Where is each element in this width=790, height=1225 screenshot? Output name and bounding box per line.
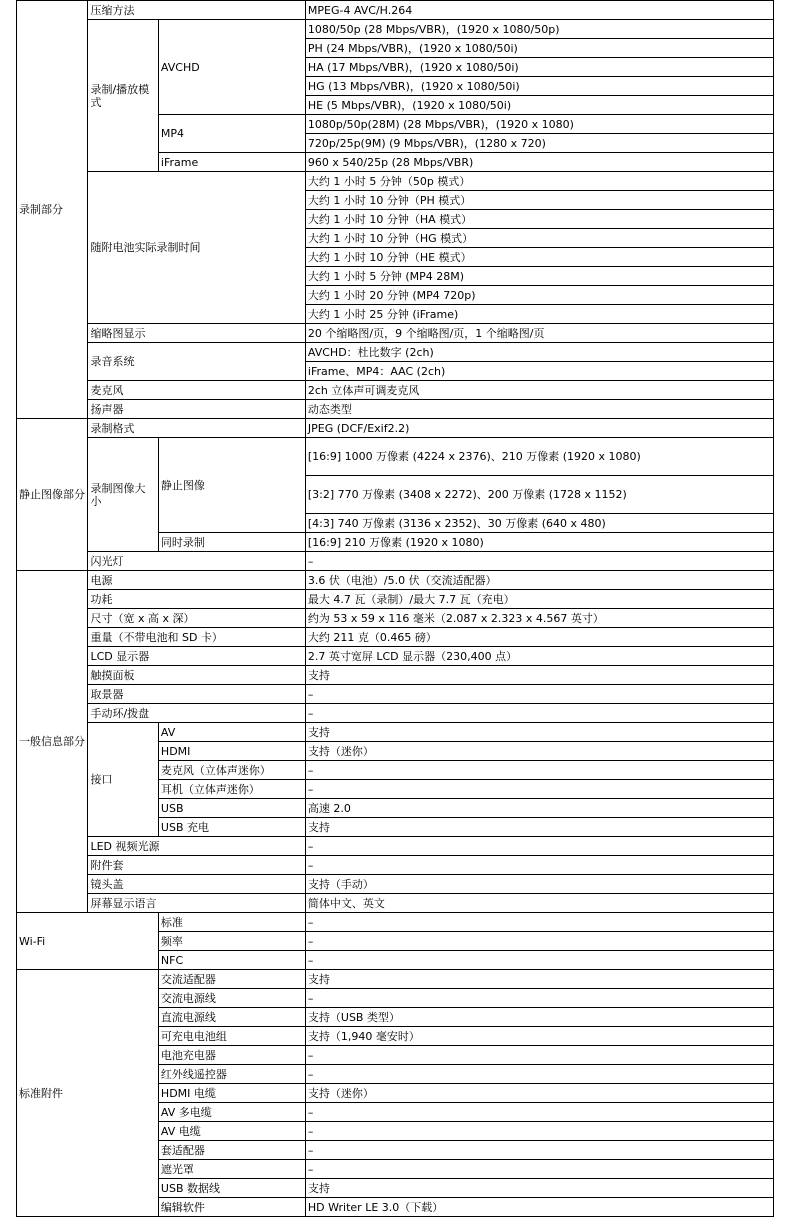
spec-cell: 同时录制	[158, 533, 305, 552]
spec-cell: –	[305, 1065, 773, 1084]
spec-cell: PH (24 Mbps/VBR)，(1920 x 1080/50i)	[305, 39, 773, 58]
spec-row	[17, 343, 774, 362]
spec-row	[17, 685, 774, 704]
spec-cell: 录制格式	[88, 419, 305, 438]
spec-cell: 手动环/拨盘	[88, 704, 305, 723]
spec-cell: MP4	[158, 115, 305, 153]
spec-cell: 3.6 伏（电池）/5.0 伏（交流适配器）	[305, 571, 773, 590]
spec-cell: [4:3] 740 万像素 (3136 x 2352)、30 万像素 (640 x 480)	[305, 514, 773, 533]
spec-cell: 支持（迷你）	[305, 742, 773, 761]
spec-cell: 支持（迷你）	[305, 1084, 773, 1103]
spec-cell: 扬声器	[88, 400, 305, 419]
spec-cell: [16:9] 210 万像素 (1920 x 1080)	[305, 533, 773, 552]
spec-cell: 镜头盖	[88, 875, 305, 894]
spec-row	[17, 1, 774, 20]
spec-cell: AVCHD	[158, 20, 305, 115]
spec-cell: 交流电源线	[158, 989, 305, 1008]
spec-cell: 频率	[158, 932, 305, 951]
spec-cell: 高速 2.0	[305, 799, 773, 818]
spec-cell: 录制部分	[17, 1, 88, 419]
spec-cell: 1080p/50p(28M) (28 Mbps/VBR)，(1920 x 1080)	[305, 115, 773, 134]
spec-cell: 套适配器	[158, 1141, 305, 1160]
spec-cell: –	[305, 552, 773, 571]
spec-cell: 960 x 540/25p (28 Mbps/VBR)	[305, 153, 773, 172]
spec-cell: JPEG (DCF/Exif2.2)	[305, 419, 773, 438]
spec-cell: AV 多电缆	[158, 1103, 305, 1122]
spec-row	[17, 837, 774, 856]
spec-cell: 录音系统	[88, 343, 305, 381]
spec-row	[17, 856, 774, 875]
spec-row	[17, 628, 774, 647]
spec-cell: NFC	[158, 951, 305, 970]
spec-cell: 电源	[88, 571, 305, 590]
spec-cell: 直流电源线	[158, 1008, 305, 1027]
spec-cell: 耳机（立体声迷你）	[158, 780, 305, 799]
spec-cell: 遮光罩	[158, 1160, 305, 1179]
spec-cell: 重量（不带电池和 SD 卡）	[88, 628, 305, 647]
spec-cell: 支持	[305, 818, 773, 837]
spec-cell: 720p/25p(9M) (9 Mbps/VBR)，(1280 x 720)	[305, 134, 773, 153]
spec-cell: 2ch 立体声可调麦克风	[305, 381, 773, 400]
spec-cell: USB	[158, 799, 305, 818]
spec-cell: HD Writer LE 3.0（下载）	[305, 1198, 773, 1217]
spec-cell: 大约 211 克（0.465 磅）	[305, 628, 773, 647]
spec-cell: 支持（1,940 毫安时）	[305, 1027, 773, 1046]
spec-cell: –	[305, 1103, 773, 1122]
spec-cell: 静止图像部分	[17, 419, 88, 571]
spec-cell: 尺寸（宽 x 高 x 深）	[88, 609, 305, 628]
spec-row	[17, 438, 774, 457]
spec-cell: 随附电池实际录制时间	[88, 172, 305, 324]
spec-cell: 闪光灯	[88, 552, 305, 571]
spec-cell: 麦克风	[88, 381, 305, 400]
spec-cell: 接口	[88, 723, 158, 837]
spec-cell: –	[305, 951, 773, 970]
spec-cell: 压缩方法	[88, 1, 305, 20]
spec-cell: [16:9] 1000 万像素 (4224 x 2376)、210 万像素 (1920 x 1080)	[305, 438, 773, 476]
spec-row	[17, 704, 774, 723]
spec-row	[17, 590, 774, 609]
spec-cell: 电池充电器	[158, 1046, 305, 1065]
spec-cell: –	[305, 913, 773, 932]
spec-cell: –	[305, 1141, 773, 1160]
spec-cell: 触摸面板	[88, 666, 305, 685]
spec-cell: 支持	[305, 1179, 773, 1198]
spec-cell: –	[305, 780, 773, 799]
spec-row	[17, 381, 774, 400]
spec-cell: 取景器	[88, 685, 305, 704]
spec-cell: 大约 1 小时 10 分钟（HA 模式）	[305, 210, 773, 229]
spec-cell: 一般信息部分	[17, 571, 88, 913]
spec-cell: 最大 4.7 瓦（录制）/最大 7.7 瓦（充电）	[305, 590, 773, 609]
spec-row	[17, 723, 774, 742]
spec-cell: 2.7 英寸宽屏 LCD 显示器（230,400 点）	[305, 647, 773, 666]
spec-cell: 大约 1 小时 10 分钟（HG 模式）	[305, 229, 773, 248]
spec-row	[17, 875, 774, 894]
spec-cell: 可充电电池组	[158, 1027, 305, 1046]
spec-cell: 大约 1 小时 25 分钟 (iFrame)	[305, 305, 773, 324]
spec-row	[17, 913, 774, 932]
spec-cell: 支持（手动）	[305, 875, 773, 894]
spec-row	[17, 552, 774, 571]
spec-cell: 支持	[305, 970, 773, 989]
spec-cell: AV 电缆	[158, 1122, 305, 1141]
spec-row	[17, 419, 774, 438]
spec-cell: 大约 1 小时 20 分钟 (MP4 720p)	[305, 286, 773, 305]
spec-cell: 缩略图显示	[88, 324, 305, 343]
spec-cell: HA (17 Mbps/VBR)，(1920 x 1080/50i)	[305, 58, 773, 77]
spec-cell: –	[305, 761, 773, 780]
spec-row	[17, 666, 774, 685]
spec-cell: –	[305, 704, 773, 723]
spec-cell: 标准	[158, 913, 305, 932]
spec-cell: USB 数据线	[158, 1179, 305, 1198]
spec-cell: MPEG-4 AVC/H.264	[305, 1, 773, 20]
spec-cell: 麦克风（立体声迷你）	[158, 761, 305, 780]
spec-cell: 交流适配器	[158, 970, 305, 989]
spec-cell: HG (13 Mbps/VBR)，(1920 x 1080/50i)	[305, 77, 773, 96]
spec-cell: –	[305, 989, 773, 1008]
spec-row	[17, 970, 774, 989]
spec-cell: 标准附件	[17, 970, 159, 1217]
spec-table	[16, 0, 774, 1217]
spec-cell: –	[305, 685, 773, 704]
spec-row	[17, 609, 774, 628]
spec-cell: –	[305, 932, 773, 951]
spec-cell: HDMI 电缆	[158, 1084, 305, 1103]
spec-cell: 20 个缩略图/页，9 个缩略图/页，1 个缩略图/页	[305, 324, 773, 343]
spec-cell: 1080/50p (28 Mbps/VBR)，(1920 x 1080/50p)	[305, 20, 773, 39]
spec-cell: [3:2] 770 万像素 (3408 x 2272)、200 万像素 (1728 x 1152)	[305, 476, 773, 514]
spec-cell: AV	[158, 723, 305, 742]
spec-cell: –	[305, 1160, 773, 1179]
spec-cell: 动态类型	[305, 400, 773, 419]
spec-cell: 录制图像大小	[88, 438, 158, 552]
spec-cell: –	[305, 1122, 773, 1141]
spec-cell: 支持	[305, 666, 773, 685]
spec-cell: AVCHD：杜比数字 (2ch)	[305, 343, 773, 362]
spec-row	[17, 324, 774, 343]
spec-cell: 静止图像	[158, 438, 305, 533]
spec-table-body	[17, 1, 774, 1217]
spec-row	[17, 894, 774, 913]
spec-cell: LED 视频光源	[88, 837, 305, 856]
spec-cell: 录制/播放模式	[88, 20, 158, 172]
spec-cell: 红外线遥控器	[158, 1065, 305, 1084]
spec-cell: 屏幕显示语言	[88, 894, 305, 913]
spec-cell: HDMI	[158, 742, 305, 761]
spec-cell: Wi-Fi	[17, 913, 159, 970]
spec-row	[17, 172, 774, 191]
spec-row	[17, 400, 774, 419]
spec-cell: iFrame	[158, 153, 305, 172]
spec-cell: 约为 53 x 59 x 116 毫米（2.087 x 2.323 x 4.567 英寸）	[305, 609, 773, 628]
spec-cell: 附件套	[88, 856, 305, 875]
spec-cell: 大约 1 小时 5 分钟 (MP4 28M)	[305, 267, 773, 286]
spec-cell: –	[305, 856, 773, 875]
spec-cell: 功耗	[88, 590, 305, 609]
spec-cell: –	[305, 837, 773, 856]
spec-cell: 大约 1 小时 10 分钟（HE 模式）	[305, 248, 773, 267]
spec-cell: 支持	[305, 723, 773, 742]
spec-row	[17, 647, 774, 666]
spec-cell: 大约 1 小时 5 分钟（50p 模式）	[305, 172, 773, 191]
spec-cell: –	[305, 1046, 773, 1065]
spec-cell: 简体中文、英文	[305, 894, 773, 913]
spec-cell: iFrame、MP4：AAC (2ch)	[305, 362, 773, 381]
spec-cell: LCD 显示器	[88, 647, 305, 666]
spec-cell: USB 充电	[158, 818, 305, 837]
spec-row	[17, 20, 774, 39]
spec-row	[17, 571, 774, 590]
spec-cell: 支持（USB 类型）	[305, 1008, 773, 1027]
spec-cell: HE (5 Mbps/VBR)，(1920 x 1080/50i)	[305, 96, 773, 115]
spec-cell: 编辑软件	[158, 1198, 305, 1217]
spec-cell: 大约 1 小时 10 分钟（PH 模式）	[305, 191, 773, 210]
